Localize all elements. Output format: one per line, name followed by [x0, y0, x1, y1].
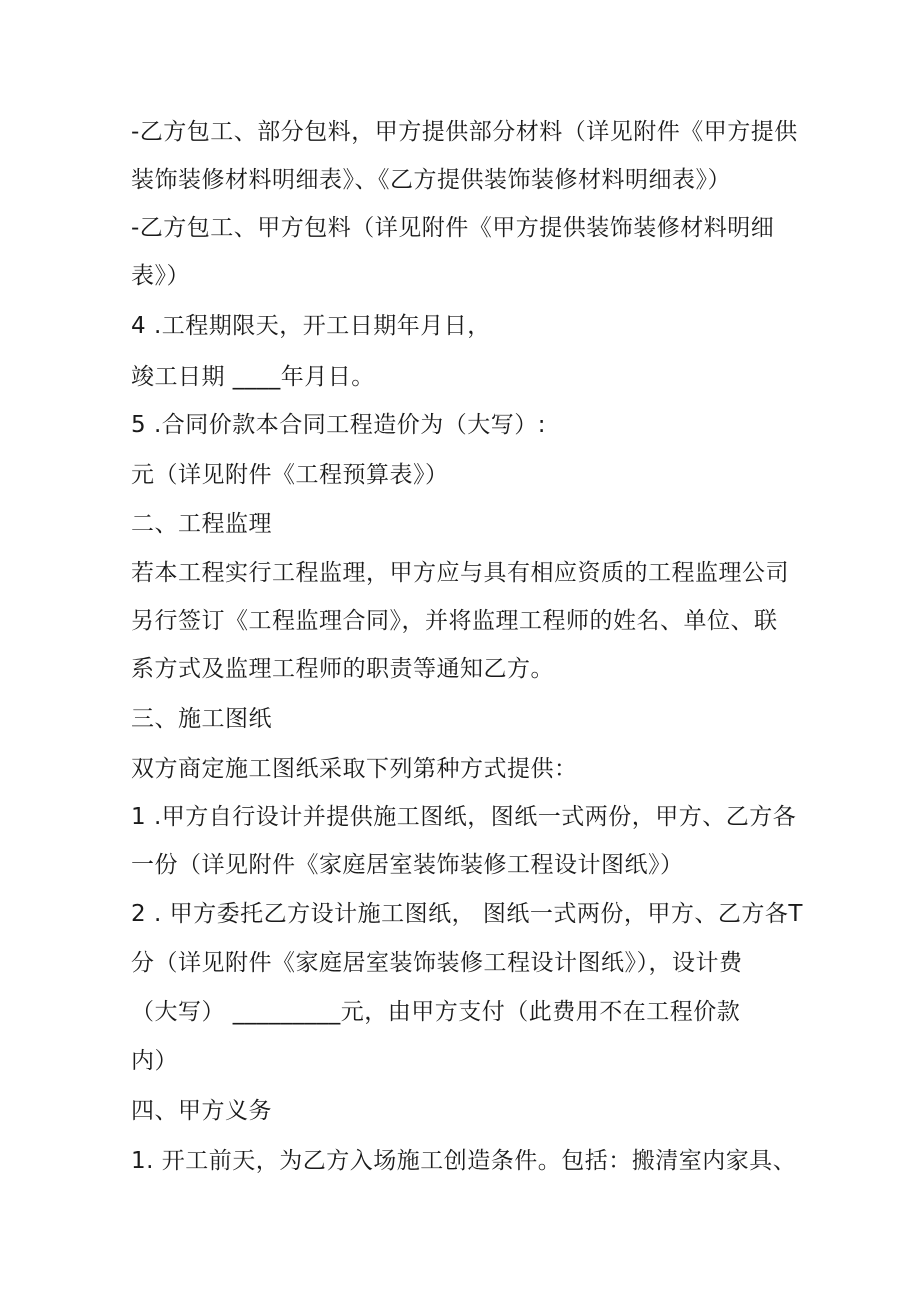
drawings-option-2-line: 2 . 甲方委托乙方设计施工图纸， 图纸一式两份，甲方、乙方各T [131, 901, 803, 927]
contract-text-line: 若本工程实行工程监理，甲方应与具有相应资质的工程监理公司 [131, 560, 789, 586]
clause-5-line: 5 .合同价款本合同工程造价为（大写）: [131, 412, 547, 438]
contract-text-line: 系方式及监理工程师的职责等通知乙方。 [131, 656, 554, 682]
clause-4-line: 4 .工程期限天，开工日期年月日， [131, 313, 491, 339]
section-heading-party-a-obligations: 四、甲方义务 [131, 1098, 272, 1124]
contract-text-line: -乙方包工、甲方包料（详见附件《甲方提供装饰装修材料明细 [131, 215, 775, 241]
contract-text-line: 表》） [131, 263, 190, 289]
contract-text-line: 分（详见附件《家庭居室装饰装修工程设计图纸》），设计费 [131, 950, 743, 976]
contract-text-line: 一份（详见附件《家庭居室装饰装修工程设计图纸》） [131, 852, 684, 878]
drawings-option-1-line: 1 .甲方自行设计并提供施工图纸，图纸一式两份，甲方、乙方各 [131, 804, 797, 830]
section-heading-drawings: 三、施工图纸 [131, 706, 272, 732]
obligation-1-line: 1. 开工前天，为乙方入场施工创造条件。包括：搬清室内家具、 [131, 1148, 797, 1174]
contract-text-line: -乙方包工、部分包料，甲方提供部分材料（详见附件《甲方提供 [131, 119, 798, 145]
contract-text-line: 装饰装修材料明细表》、《乙方提供装饰装修材料明细表》） [131, 167, 731, 193]
contract-text-line: （大写） _________元，由甲方支付（此费用不在工程价款 [131, 999, 741, 1025]
contract-text-line: 竣工日期 ____年月日。 [131, 364, 375, 390]
contract-text-line: 另行签订《工程监理合同》，并将监理工程师的姓名、单位、联 [131, 608, 778, 634]
contract-text-line: 双方商定施工图纸采取下列第种方式提供： [131, 756, 578, 782]
section-heading-supervision: 二、工程监理 [131, 511, 272, 537]
contract-text-line: 内） [131, 1048, 178, 1074]
contract-text-line: 元（详见附件《工程预算表》） [131, 462, 449, 488]
